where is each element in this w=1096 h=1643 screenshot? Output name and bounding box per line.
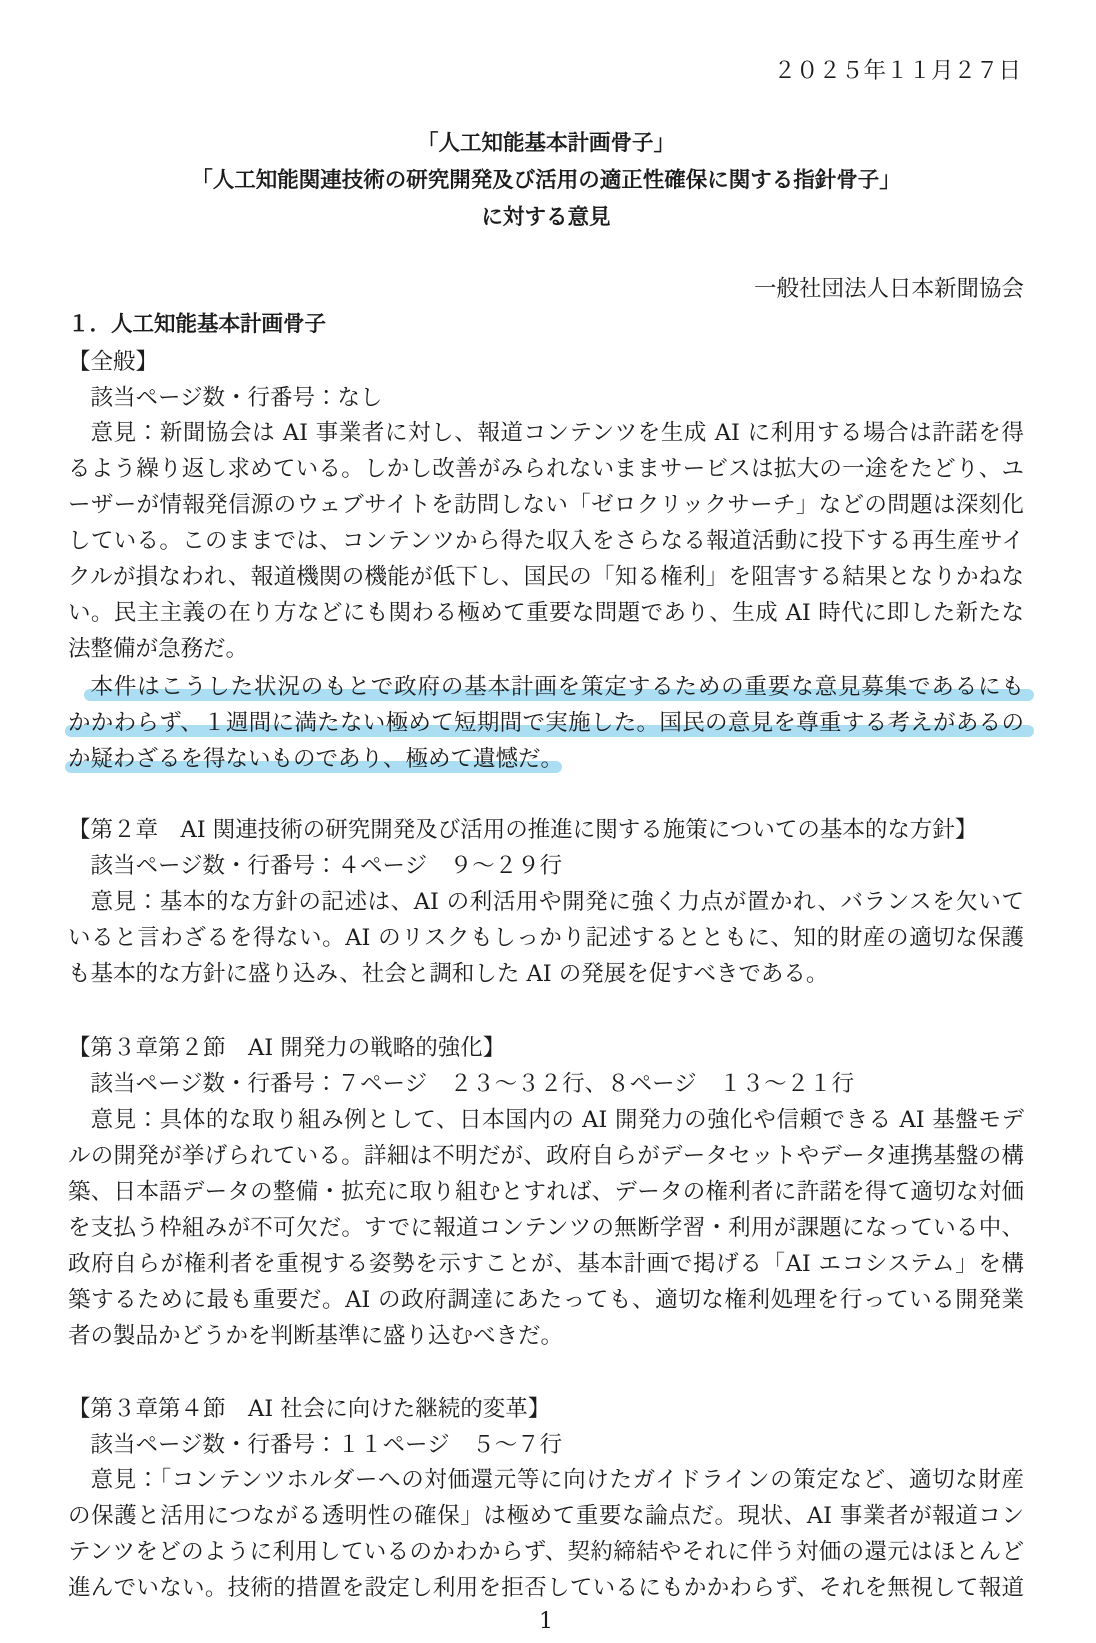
paragraph-line: ーザーが情報発信源のウェブサイトを訪問しない「ゼロクリックサーチ」などの問題は深刻化	[68, 492, 1024, 518]
paragraph-line: か疑わざるを得ないものであり、極めて遺憾だ。	[68, 746, 564, 772]
paragraph-line: いると言わざるを得ない。AI のリスクもしっかり記述するとともに、知的財産の適切な保護	[68, 925, 1024, 951]
paragraph-line: 政府自らが権利者を重視する姿勢を示すことが、基本計画で掲げる「AI エコシステム」を構	[68, 1251, 1024, 1277]
section-heading: 【第３章第４節 AI 社会に向けた継続的変革】	[68, 1396, 551, 1422]
paragraph-line: かかわらず、１週間に満たない極めて短期間で実施した。国民の意見を尊重する考えがあるの	[68, 710, 1024, 736]
part-heading: １．人工知能基本計画骨子	[68, 312, 327, 337]
paragraph-line: 法整備が急務だ。	[68, 636, 249, 662]
page-line-reference: 該当ページ数・行番号：４ページ ９～２９行	[90, 853, 563, 879]
paragraph-line: 意見：「コンテンツホルダーへの対価還元等に向けたガイドラインの策定など、適切な財産	[90, 1467, 1024, 1493]
paragraph-line: 本件はこうした状況のもとで政府の基本計画を策定するための重要な意見募集であるにも	[90, 674, 1024, 700]
paragraph-line: い。民主主義の在り方などにも関わる極めて重要な問題であり、生成 AI 時代に即した新たな	[68, 600, 1024, 626]
paragraph-line: 進んでいない。技術的措置を設定し利用を拒否しているにもかかわらず、それを無視して報道	[68, 1575, 1024, 1601]
author-organization: 一般社団法人日本新聞協会	[753, 276, 1024, 302]
page-number: 1	[539, 1609, 553, 1634]
page-line-reference: 該当ページ数・行番号：なし	[90, 385, 383, 411]
paragraph-line: 築、日本語データの整備・拡充に取り組むとすれば、データの権利者に許諾を得て適切な対価	[68, 1179, 1024, 1205]
page-line-reference: 該当ページ数・行番号：１１ページ ５～７行	[90, 1432, 563, 1458]
section-heading: 【第３章第２節 AI 開発力の戦略的強化】	[68, 1035, 506, 1061]
paragraph-line: るよう繰り返し求めている。しかし改善がみられないままサービスは拡大の一途をたどり、ユ	[68, 456, 1024, 482]
section-heading: 【第２章 AI 関連技術の研究開発及び活用の推進に関する施策についての基本的な方針】	[68, 817, 978, 843]
document-date: ２０２５年１１月２７日	[773, 58, 1021, 84]
paragraph-line: の保護と活用につながる透明性の確保」は極めて重要な論点だ。現状、AI 事業者が報道コン	[68, 1503, 1024, 1529]
paragraph-line: 者の製品かどうかを判断基準に盛り込むべきだ。	[68, 1323, 564, 1349]
page-line-reference: 該当ページ数・行番号：７ページ ２３～３２行、８ページ １３～２１行	[90, 1071, 855, 1097]
paragraph-line: 意見：具体的な取り組み例として、日本国内の AI 開発力の強化や信頼できる AI 基盤モデ	[90, 1107, 1024, 1133]
paragraph-line: も基本的な方針に盛り込み、社会と調和した AI の発展を促すべきである。	[68, 961, 829, 987]
paragraph-line: 築するために最も重要だ。AI の政府調達にあたっても、適切な権利処理を行っている開発業	[68, 1287, 1024, 1313]
title-line: 「人工知能基本計画骨子」	[416, 131, 675, 156]
title-line: 「人工知能関連技術の研究開発及び活用の適正性確保に関する指針骨子」	[191, 168, 901, 193]
title-line: に対する意見	[481, 205, 611, 230]
paragraph-line: クルが損なわれ、報道機関の機能が低下し、国民の「知る権利」を阻害する結果となりかねな	[68, 564, 1024, 590]
paragraph-line: ルの開発が挙げられている。詳細は不明だが、政府自らがデータセットやデータ連携基盤の構	[68, 1143, 1024, 1169]
section-heading: 【全般】	[68, 349, 159, 375]
paragraph-line: 意見：基本的な方針の記述は、AI の利活用や開発に強く力点が置かれ、バランスを欠いて	[90, 889, 1024, 915]
paragraph-line: 意見：新聞協会は AI 事業者に対し、報道コンテンツを生成 AI に利用する場合は許諾を得	[90, 420, 1024, 446]
paragraph-line: を支払う枠組みが不可欠だ。すでに報道コンテンツの無断学習・利用が課題になっている中、	[68, 1215, 1024, 1241]
paragraph-line: テンツをどのように利用しているのかわからず、契約締結やそれに伴う対価の還元はほとんど	[68, 1539, 1024, 1565]
paragraph-line: している。このままでは、コンテンツから得た収入をさらなる報道活動に投下する再生産サイ	[68, 528, 1024, 554]
